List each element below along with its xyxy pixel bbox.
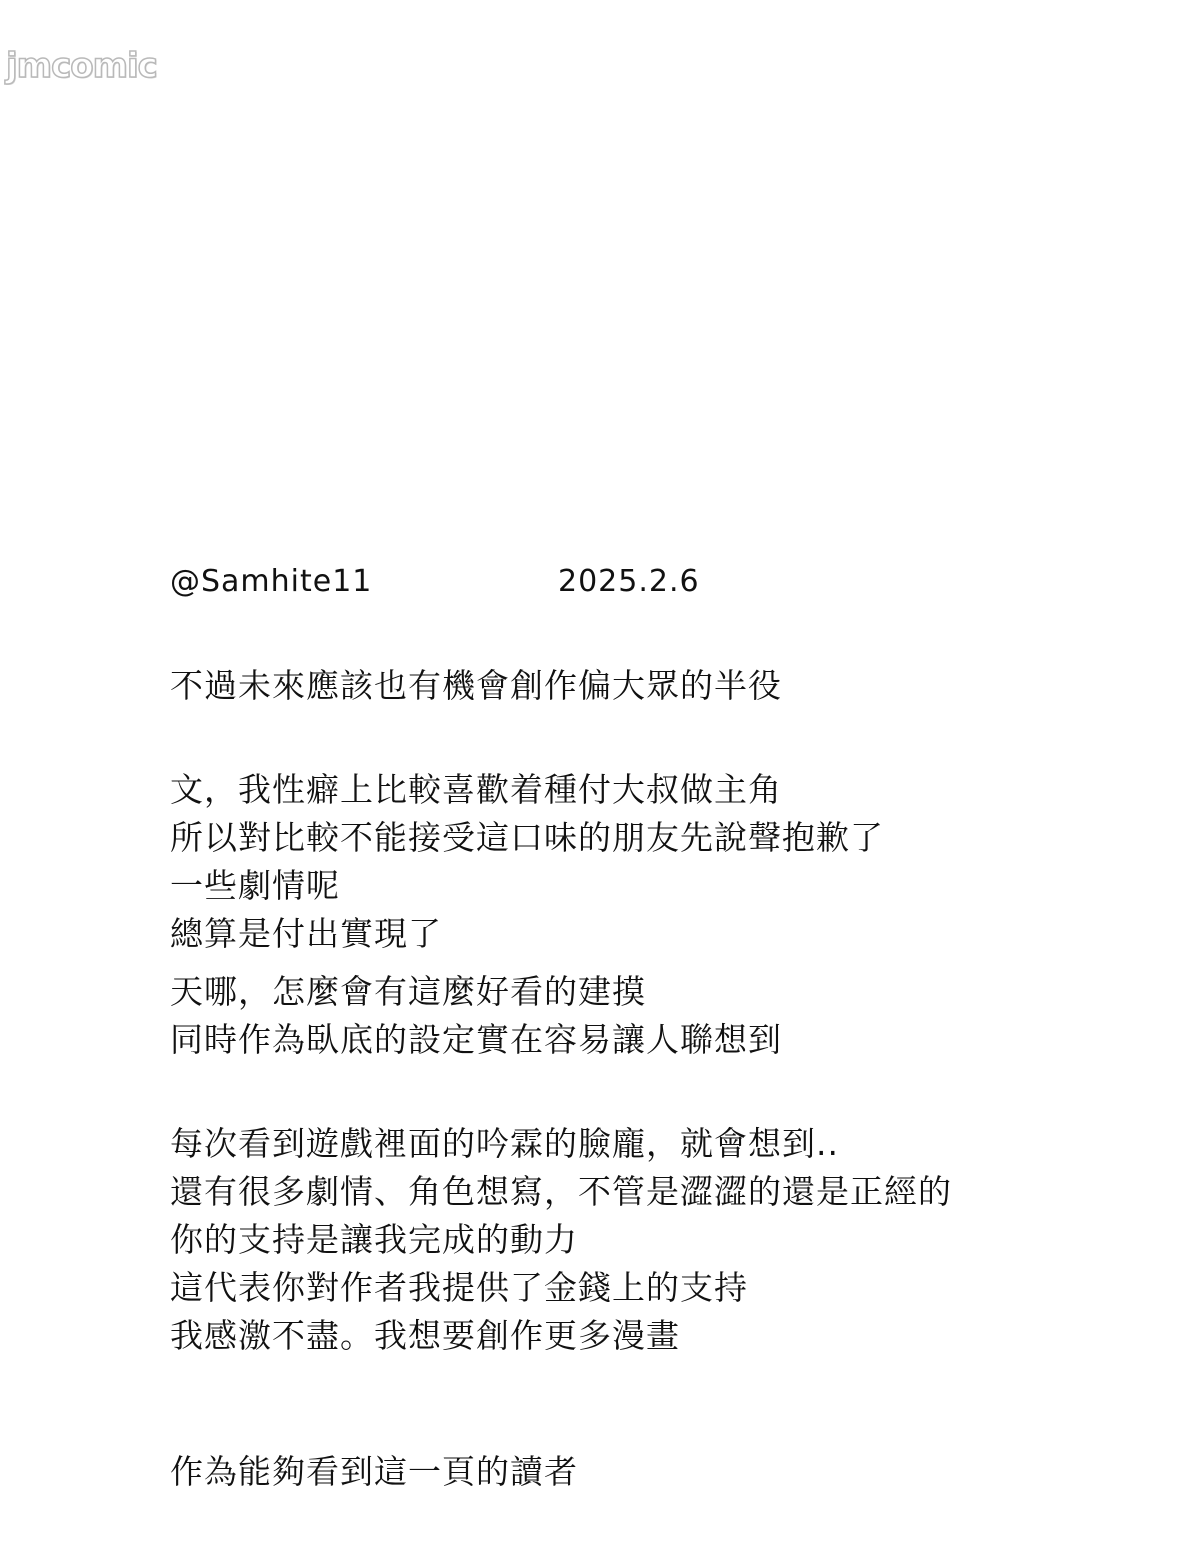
afterword-text	[170, 560, 1070, 1496]
text-line: 天哪，怎麼會有這麼好看的建摸	[170, 972, 646, 1011]
author-handle: @Samhite11	[170, 564, 373, 599]
text-line: 所以對比較不能接受這口味的朋友先說聲抱歉了	[170, 818, 884, 857]
paragraph-gap	[170, 710, 1070, 766]
text-line: 作為能夠看到這一頁的讀者	[170, 1452, 578, 1491]
paragraph-gap	[170, 1064, 1070, 1120]
paragraph-gap	[170, 1360, 1070, 1448]
text-line: 一些劇情呢	[170, 866, 340, 905]
text-line: 還有很多劇情、角色想寫，不管是澀澀的還是正經的	[170, 1172, 952, 1211]
text-line: 你的支持是讓我完成的動力	[170, 1220, 578, 1259]
text-line: 不過未來應該也有機會創作偏大眾的半役	[170, 666, 782, 705]
text-body	[170, 662, 1070, 1496]
text-line: 文，我性癖上比較喜歡着種付大叔做主角	[170, 770, 782, 809]
text-line: 總算是付出實現了	[170, 914, 442, 953]
text-line: 這代表你對作者我提供了金錢上的支持	[170, 1268, 748, 1307]
meta-row	[170, 560, 1070, 604]
text-line: 我感激不盡。我想要創作更多漫畫	[170, 1316, 680, 1355]
watermark-logo: jmcomic	[6, 46, 157, 86]
text-line: 同時作為臥底的設定實在容易讓人聯想到	[170, 1020, 782, 1059]
paragraph-gap	[170, 958, 1070, 968]
post-date: 2025.2.6	[558, 564, 700, 599]
text-line: 每次看到遊戲裡面的吟霖的臉龐，就會想到..	[170, 1124, 839, 1163]
